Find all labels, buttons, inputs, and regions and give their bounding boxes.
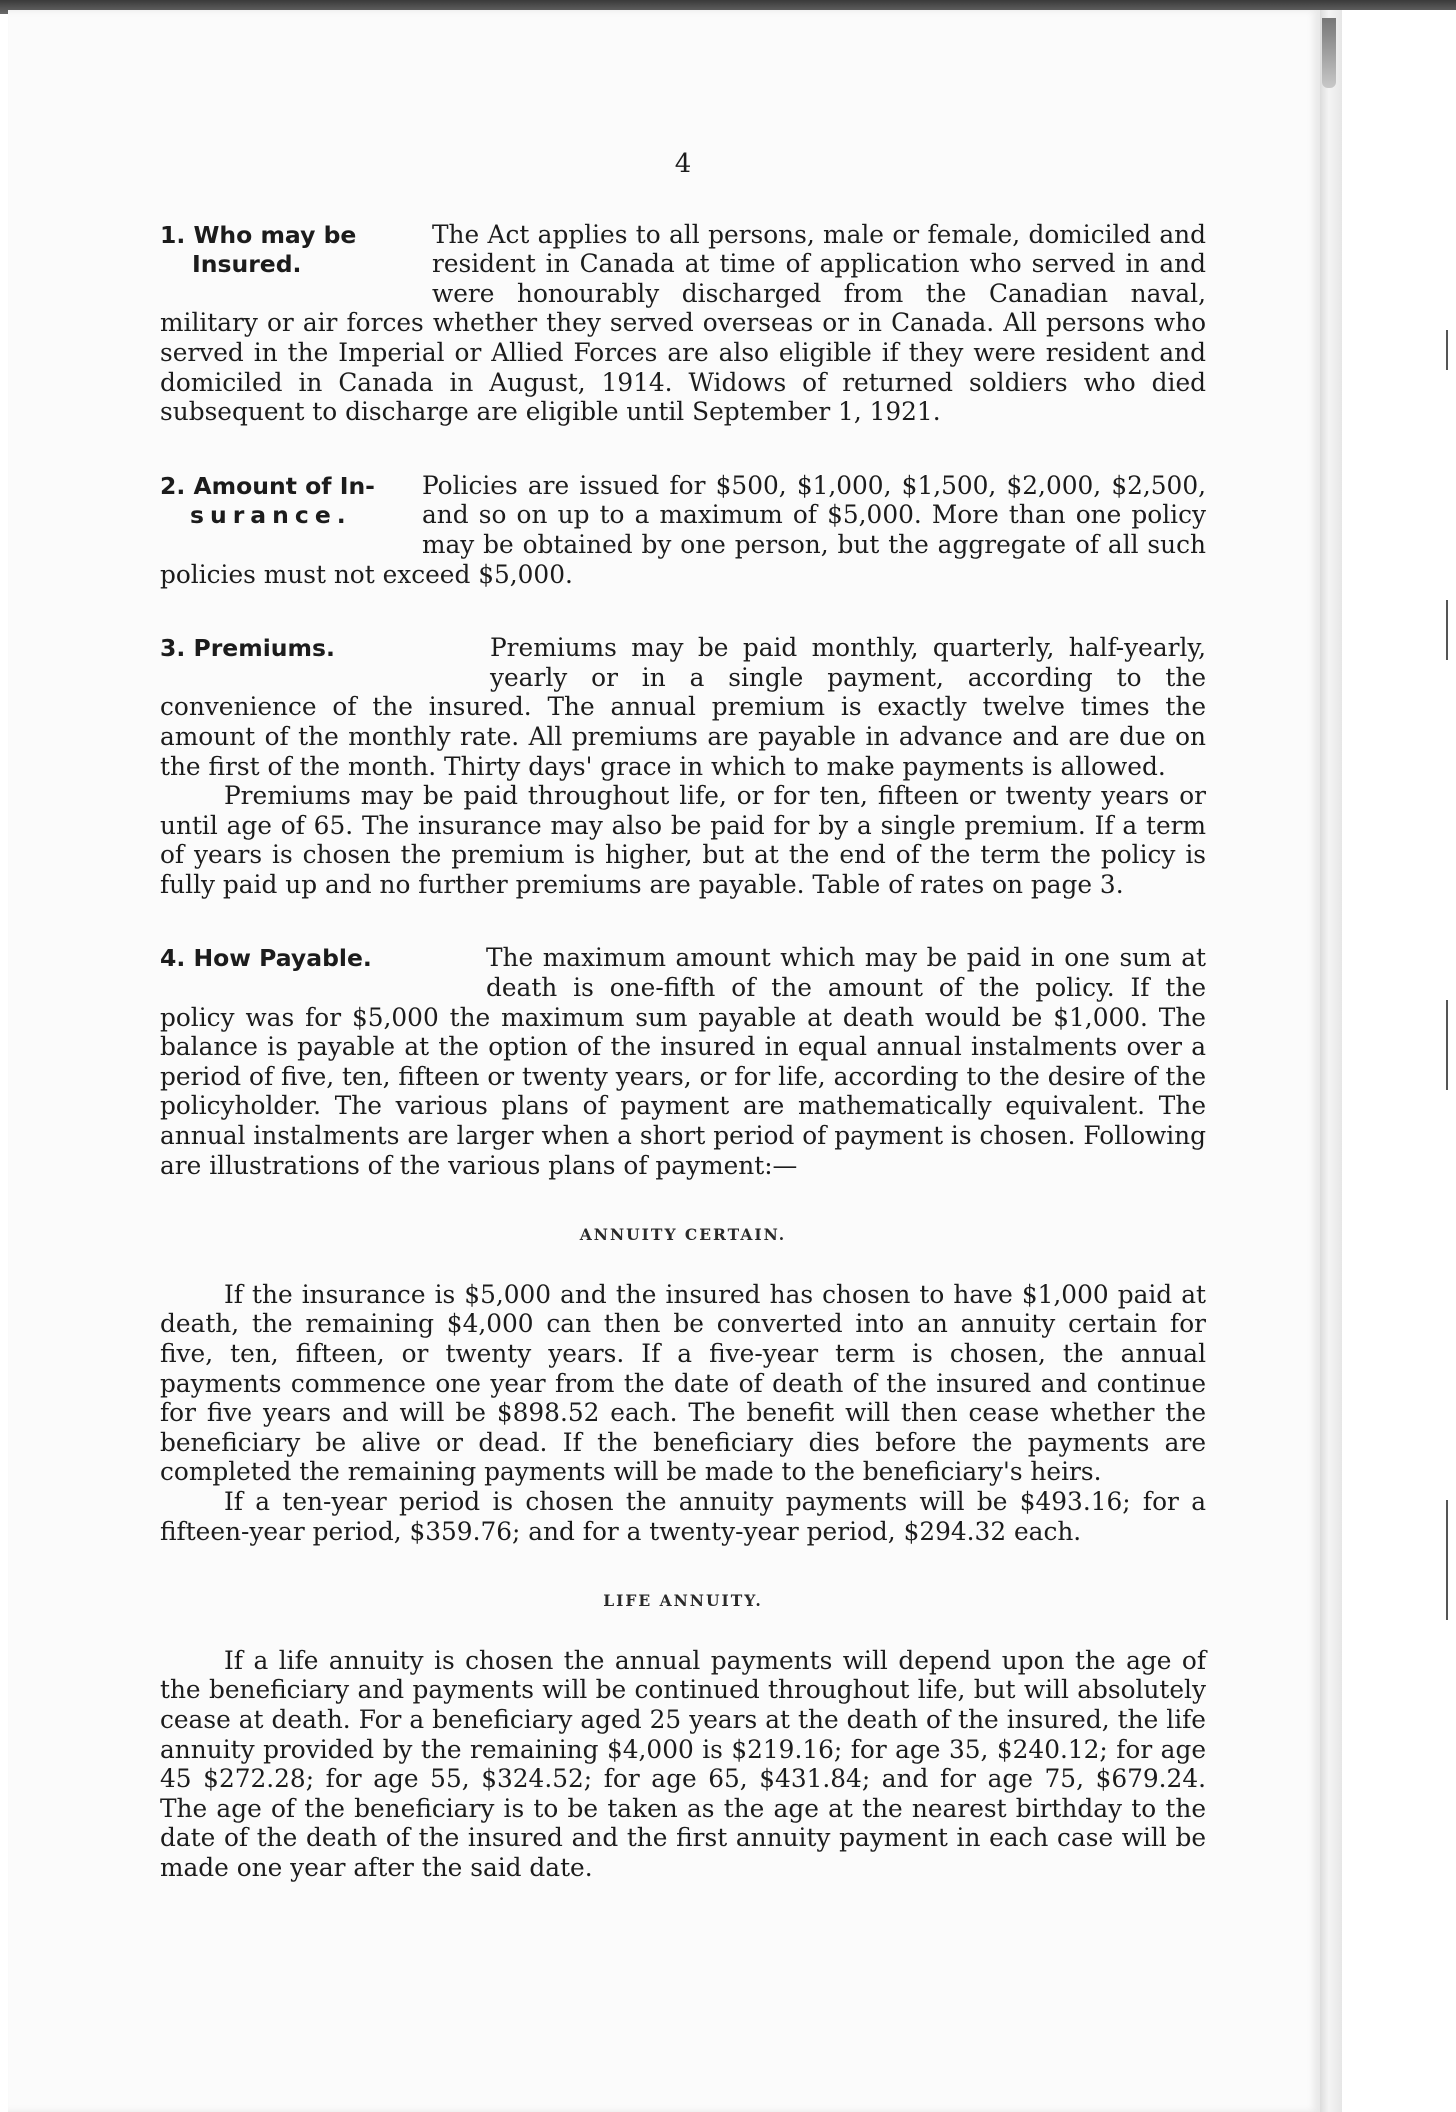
bleed-mark [1446, 330, 1448, 370]
section-amount-of-insurance [160, 471, 1206, 589]
section-premiums [160, 633, 1206, 899]
spine-shadow [1322, 18, 1336, 88]
section-number: 2. [160, 471, 186, 500]
section-paragraph: The maximum amount which may be paid in one sum at death is one-fifth of the amount of the policy. If the policy was for $5,000 the maximum sum payable at death would be $1,000. The balance is payable at the option of the insured in equal annual instalments over a period of five, ten, fifteen or twenty years, or for life, according to the desire of the policyholder. The various plans of payment are mathematically equivalent. The annual instalments are larger when a short period of payment is chosen. Following are illustrations of the various plans of payment:— [160, 943, 1206, 1180]
bleed-mark [1446, 1000, 1448, 1090]
adjacent-page [1342, 10, 1456, 2112]
section-who-may-be-insured [160, 220, 1206, 427]
section-heading-line1: Who may be [193, 220, 357, 249]
section-heading [160, 633, 490, 664]
section-paragraph: Premiums may be paid throughout life, or for ten, fifteen or twenty years or until age of 65. The insurance may also be paid for by a single premium. If a term of years is chosen the premium is higher, but at the end of the term the policy is fully paid up and no further premiums are payable. Table of rates on page 3. [160, 781, 1206, 899]
section-paragraph: Premiums may be paid monthly, quarterly, half-yearly, yearly or in a single payment, according to the convenience of the insured. The annual premium is exactly twelve times the amount of the monthly rate. All premiums are payable in advance and are due on the first of the month. Thirty days' grace in which to make payments is allowed. [160, 633, 1206, 781]
bleed-mark [1446, 1500, 1448, 1620]
section-how-payable [160, 943, 1206, 1180]
section-heading [160, 220, 432, 280]
page-number: 4 [674, 149, 692, 179]
section-heading-line1: How Payable. [193, 944, 372, 973]
section-number: 4. [160, 944, 186, 973]
annuity-certain-paragraph: If the insurance is $5,000 and the insured has chosen to have $1,000 paid at death, the remaining $4,000 can then be converted into an annuity certain for five, ten, fifteen, or twenty years. If a five-year term is chosen, the annual payments commence one year from the date of death of the insured and continue for five years and will be $898.52 each. The benefit will then cease whether the beneficiary be alive or dead. If the beneficiary dies before the payments are completed the remaining payments will be made to the beneficiary's heirs. [160, 1279, 1206, 1487]
annuity-certain-paragraph: If a ten-year period is chosen the annuity payments will be $493.16; for a fifteen-year period, $359.76; and for a twenty-year period, $294.32 each. [160, 1486, 1206, 1546]
section-number: 3. [160, 634, 186, 663]
page-content [160, 150, 1206, 1883]
section-heading [160, 943, 486, 974]
page-spine [1320, 10, 1342, 2112]
section-heading-line2: Insured. [192, 250, 302, 279]
section-number: 1. [160, 220, 186, 249]
section-heading-line2: surance. [190, 501, 352, 530]
life-annuity-heading: LIFE ANNUITY. [603, 1591, 763, 1611]
annuity-certain-heading: ANNUITY CERTAIN. [579, 1225, 787, 1245]
section-paragraph: Policies are issued for $500, $1,000, $1,500, $2,000, $2,500, and so on up to a maximum of $5,000. More than one policy may be obtained by one person, but the aggregate of all such policies must not exceed $5,000. [160, 470, 1206, 589]
life-annuity-paragraph: If a life annuity is chosen the annual payments will depend upon the age of the beneficiary and payments will be continued throughout life, but will absolutely cease at death. For a beneficiary aged 25 years at the death of the insured, the life annuity provided by the remaining $4,000 is $219.16; for age 35, $240.12; for age 45 $272.28; for age 55, $324.52; for age 65, $431.84; and for age 75, $679.24. The age of the beneficiary is to be taken as the age at the nearest birthday to the date of the death of the insured and the first annuity payment in each case will be made one year after the said date. [160, 1645, 1206, 1882]
section-heading [160, 471, 422, 531]
section-heading-line1: Premiums. [193, 634, 335, 663]
section-heading-line1: Amount of In- [193, 471, 375, 500]
bleed-mark [1446, 600, 1448, 660]
section-paragraph: The Act applies to all persons, male or female, domiciled and resident in Canada at time of application who served in and were honourably discharged from the Canadian naval, military or air forces whether they served overseas or in Canada. All persons who served in the Imperial or Allied Forces are also eligible if they were resident and domiciled in Canada in August, 1914. Widows of returned soldiers who died subsequent to discharge are eligible until September 1, 1921. [160, 219, 1206, 427]
